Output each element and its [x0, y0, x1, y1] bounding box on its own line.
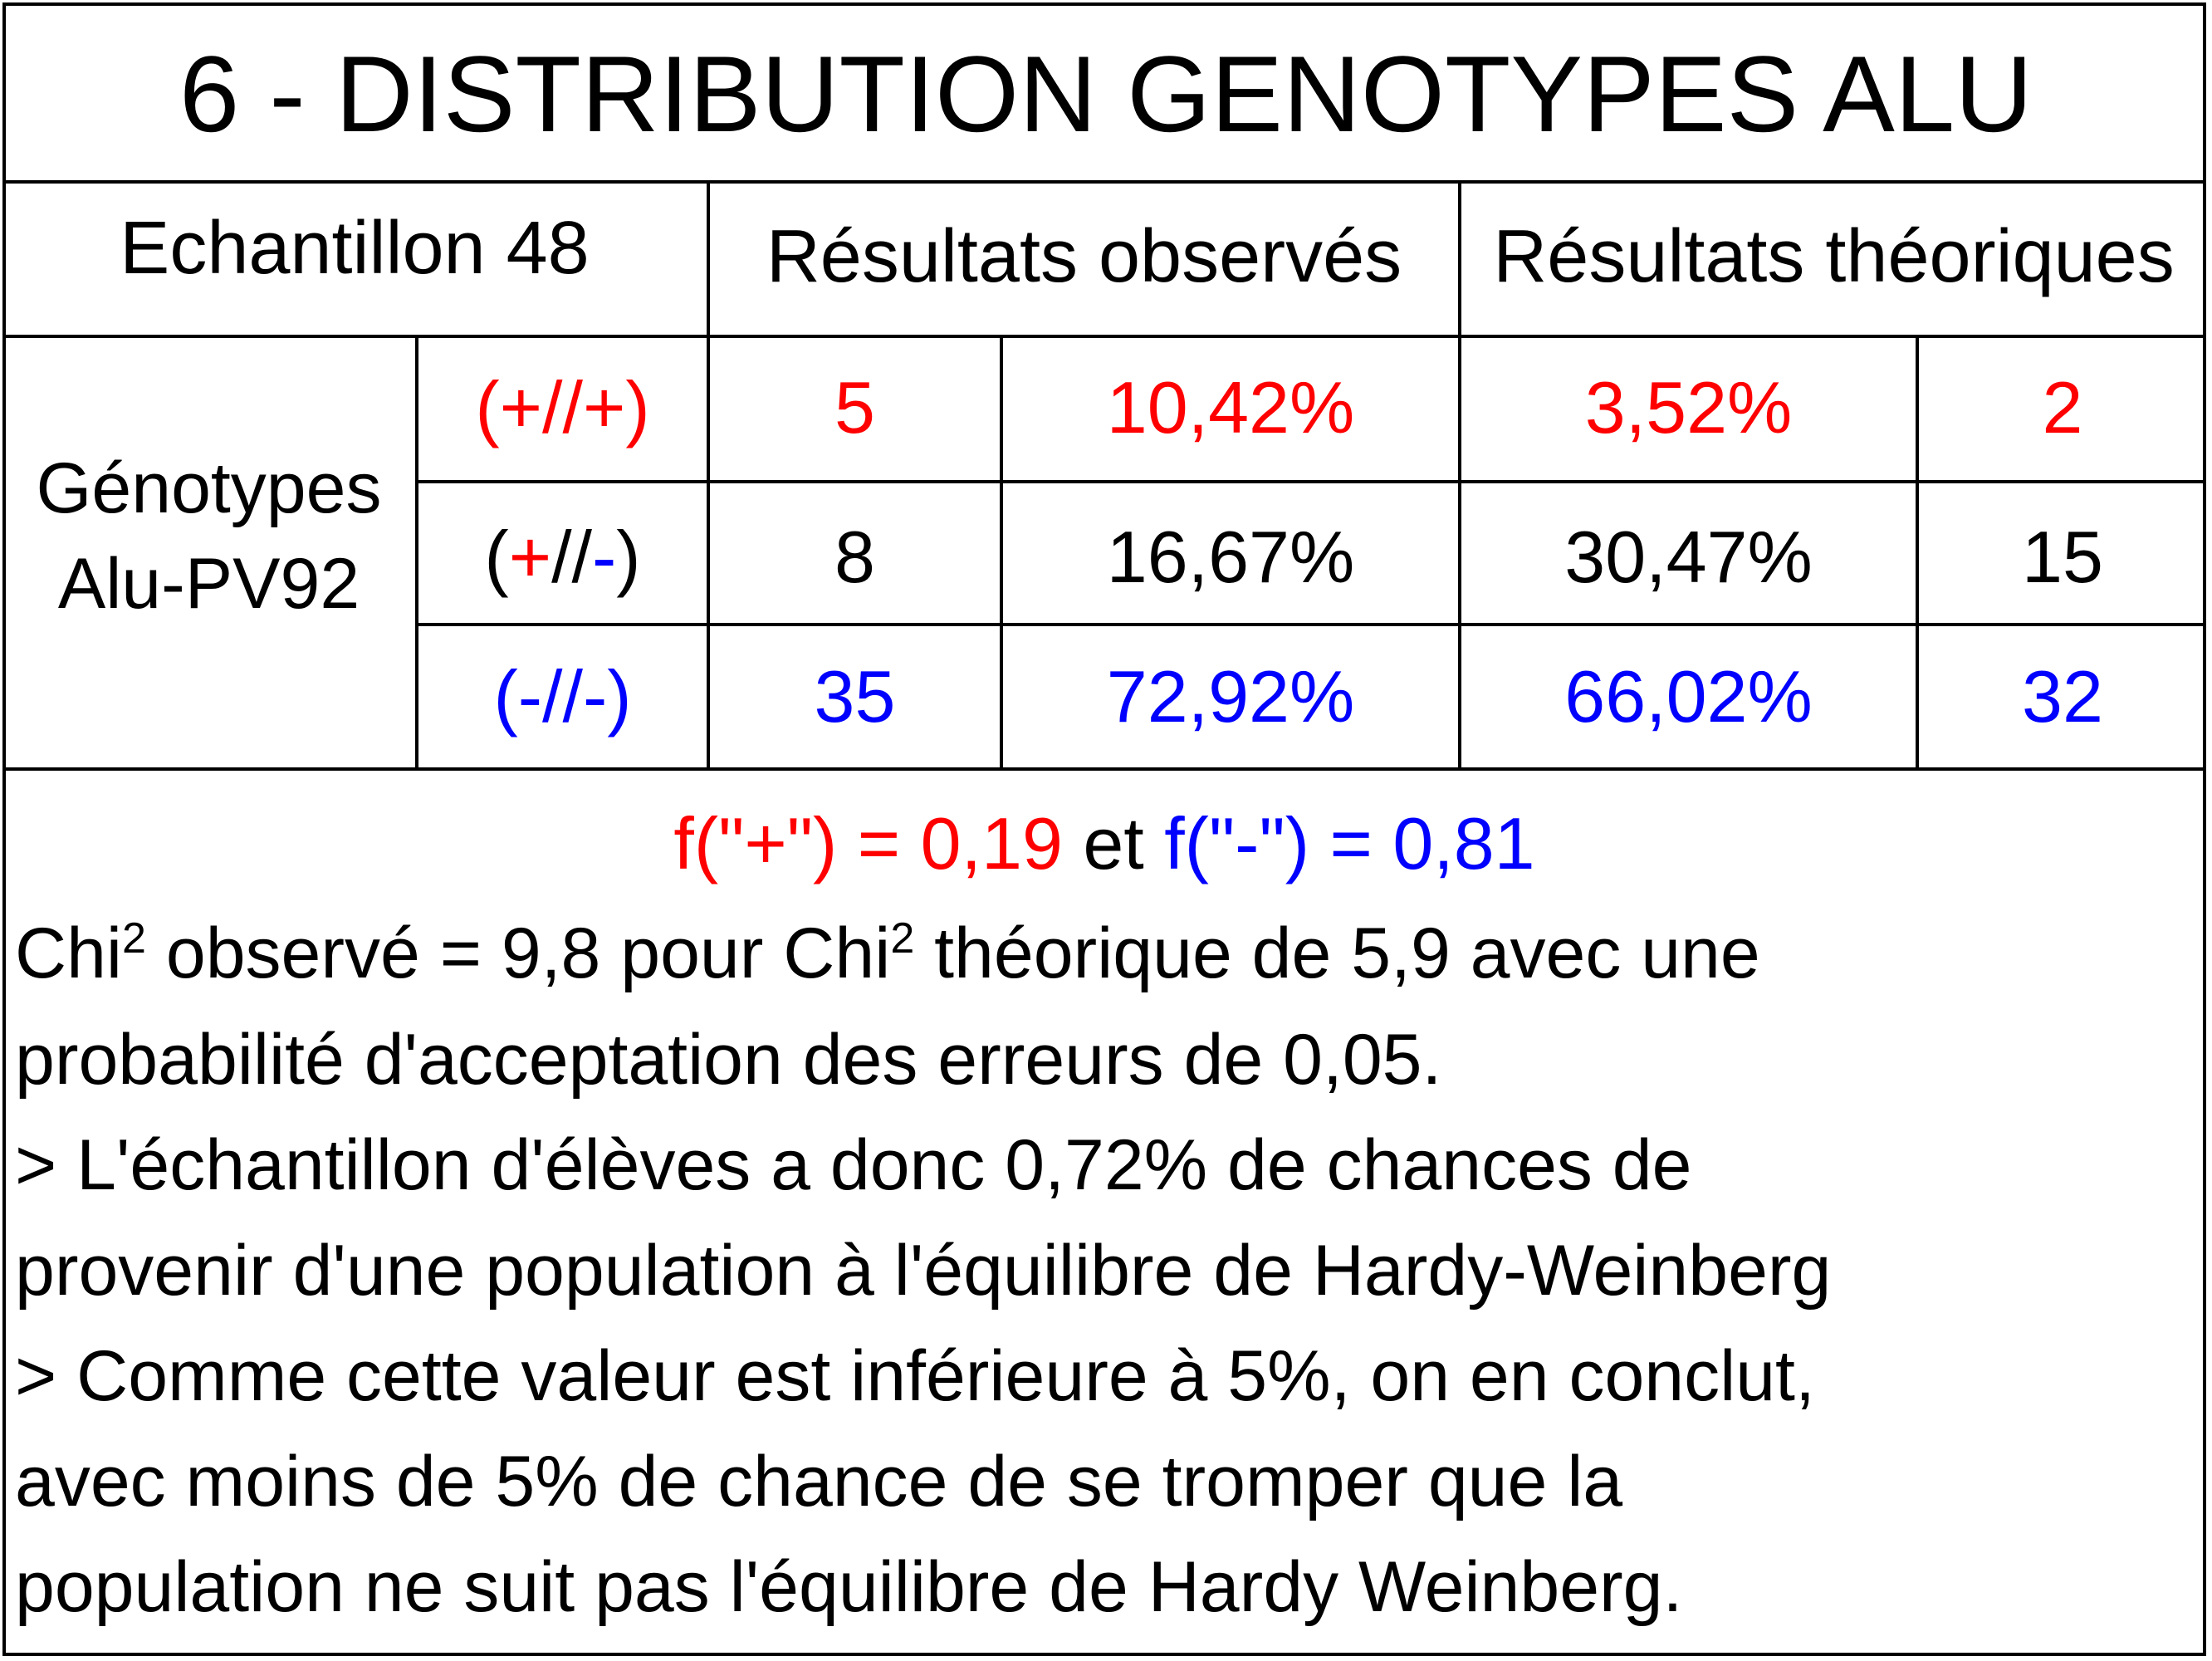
conclusion-line: population ne suit pas l'équilibre de Hardy Weinberg. [15, 1547, 1683, 1627]
divider [415, 623, 2206, 626]
divider [2, 180, 2206, 184]
conclusion-line: provenir d'une population à l'équilibre de Hardy-Weinberg [15, 1231, 1832, 1311]
theoretical-percent-cell: 30,47% [1564, 516, 1813, 598]
observed-count-cell: 5 [834, 366, 875, 448]
genotype-cell: (+//+) [475, 366, 650, 448]
genotype-cell: (-//-) [493, 655, 632, 737]
conclusion-line: avec moins de 5% de chance de se tromper que la [15, 1442, 1623, 1521]
divider [2, 767, 2206, 771]
conclusion-line: > Comme cette valeur est inférieure à 5%, on en conclut, [15, 1336, 1815, 1416]
observed-percent-cell: 72,92% [1106, 655, 1355, 737]
divider [2, 335, 2206, 338]
chi-square-line: Chi$^2$ observé = 9,8 pour Chi$^2$ théorique de 5,9 avec une [15, 914, 1760, 993]
genotype-cell: (+//-) [484, 516, 641, 598]
theoretical-percent-cell: 66,02% [1564, 655, 1813, 737]
conclusion-line: > L'échantillon d'élèves a donc 0,72% de chances de [15, 1125, 1692, 1205]
row-label-line2: Alu-PV92 [57, 544, 360, 624]
allele-frequencies: f("+") = 0,19 et f("-") = 0,81 [673, 802, 1535, 884]
observed-header: Résultats observés [766, 215, 1402, 298]
theoretical-count-cell: 32 [2022, 655, 2103, 737]
observed-count-cell: 35 [814, 655, 896, 737]
theoretical-header: Résultats théoriques [1493, 215, 2175, 298]
theoretical-percent-cell: 3,52% [1584, 366, 1793, 448]
observed-count-cell: 8 [834, 516, 875, 598]
divider [415, 480, 2206, 483]
theoretical-count-cell: 15 [2022, 516, 2103, 598]
theoretical-count-cell: 2 [2042, 366, 2083, 448]
observed-percent-cell: 16,67% [1106, 516, 1355, 598]
sample-label: Echantillon 48 [120, 207, 590, 290]
conclusion-line: probabilité d'acceptation des erreurs de 0,05. [15, 1020, 1442, 1100]
observed-percent-cell: 10,42% [1106, 366, 1355, 448]
row-label-line1: Génotypes [36, 448, 382, 528]
page-title: 6 - DISTRIBUTION GENOTYPES ALU [179, 33, 2033, 154]
